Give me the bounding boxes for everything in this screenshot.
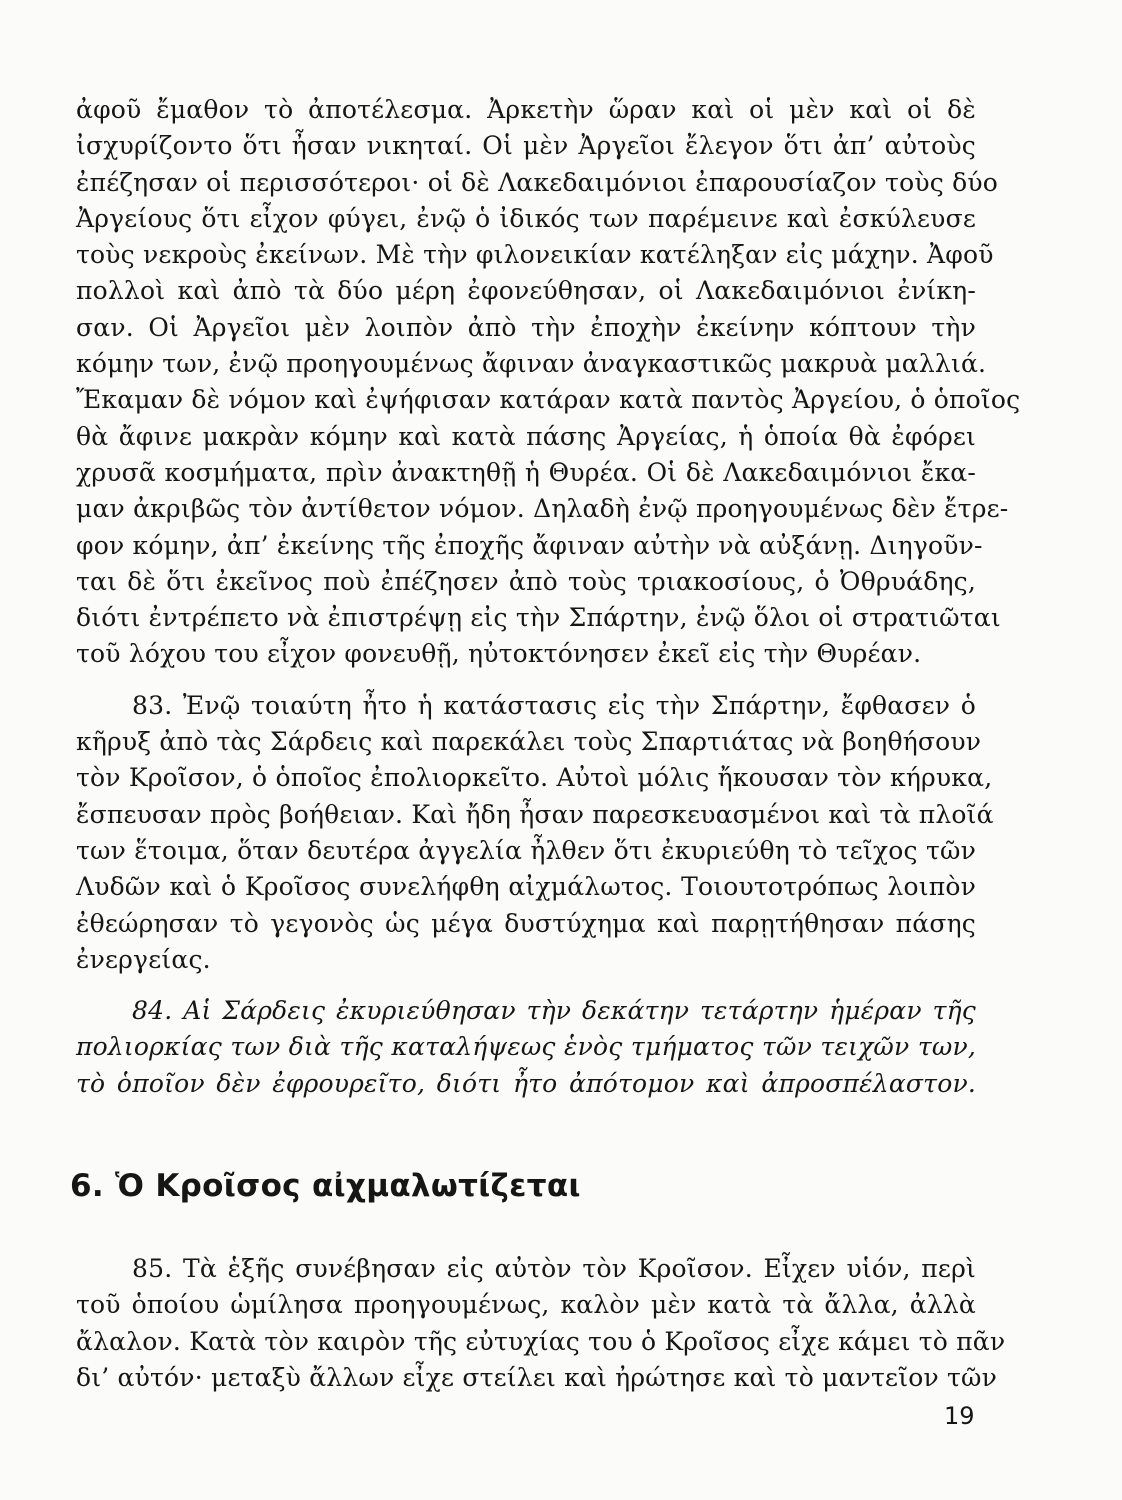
text-line: ται δὲ ὅτι ἐκεῖνος ποὺ ἐπέζησεν ἀπὸ τοὺς τριακοσίους, ὁ Ὀθρυάδης, <box>76 566 976 596</box>
text-line: μαν ἀκριβῶς τὸν ἀντίθετον νόμον. Δηλαδὴ ἐνῷ προηγουμένως δὲν ἔτρε- <box>76 494 1009 524</box>
text-line: ἔσπευσαν πρὸς βοήθειαν. Καὶ ἤδη ἦσαν παρεσκευασμένοι καὶ τὰ πλοῖά <box>76 799 994 829</box>
text-line: ἰσχυρίζοντο ὅτι ἦσαν νικηταί. Οἱ μὲν Ἀργεῖοι ἔλεγον ὅτι ἀπ’ αὐτοὺς <box>76 131 976 161</box>
text-line: τὸ ὁποῖον δὲν ἐφρουρεῖτο, διότι ἦτο ἀπότομον καὶ ἀπροσπέλαστον. <box>76 1068 976 1098</box>
text-line: Ἔκαμαν δὲ νόμον καὶ ἐψήφισαν κατάραν κατὰ παντὸς Ἀργείου, ὁ ὁποῖος <box>76 385 1021 415</box>
text-line: 85. Τὰ ἑξῆς συνέβησαν εἰς αὐτὸν τὸν Κροῖσον. Εἶχεν υἱόν, περὶ <box>132 1254 976 1284</box>
text-line: δι’ αὐτόν· μεταξὺ ἄλλων εἶχε στείλει καὶ ἠρώτησε καὶ τὸ μαντεῖον τῶν <box>76 1362 998 1392</box>
text-line: θὰ ἄφινε μακρὰν κόμην καὶ κατὰ πάσης Ἀργείας, ἡ ὁποία θὰ ἐφόρει <box>76 421 976 451</box>
text-line: κόμην των, ἐνῷ προηγουμένως ἄφιναν ἀναγκαστικῶς μακρυὰ μαλλιά. <box>76 349 987 379</box>
text-line: ἐθεώρησαν τὸ γεγονὸς ὡς μέγα δυστύχημα καὶ παρῃτήθησαν πάσης <box>76 908 976 938</box>
text-line: τοῦ ὁποίου ὡμίλησα προηγουμένως, καλὸν μὲν κατὰ τὰ ἄλλα, ἀλλὰ <box>76 1290 976 1320</box>
text-line: ἄλαλον. Κατὰ τὸν καιρὸν τῆς εὐτυχίας του ὁ Κροῖσος εἶχε κάμει τὸ πᾶν <box>76 1326 1006 1356</box>
text-line: φον κόμην, ἀπ’ ἐκείνης τῆς ἐποχῆς ἄφιναν αὐτὴν νὰ αὐξάνῃ. Διηγοῦν- <box>76 530 983 560</box>
text-line: των ἕτοιμα, ὅταν δευτέρα ἀγγελία ἦλθεν ὅτι ἐκυριεύθη τὸ τεῖχος τῶν <box>76 835 976 865</box>
text-line: πολιορκίας των διὰ τῆς καταλήψεως ἑνὸς τμήματος τῶν τειχῶν των, <box>76 1032 976 1062</box>
paragraph-84 <box>76 993 976 1102</box>
paragraph-83 <box>76 688 994 978</box>
paragraph-85 <box>76 1251 1006 1396</box>
text-line: τοὺς νεκροὺς ἐκείνων. Μὲ τὴν φιλονεικίαν κατέληξαν εἰς μάχην. Ἀφοῦ <box>76 240 994 270</box>
text-line: τοῦ λόχου του εἶχον φονευθῇ, ηὐτοκτόνησεν ἐκεῖ εἰς τὴν Θυρέαν. <box>76 639 922 669</box>
page-number: 19 <box>944 1402 975 1430</box>
section-spacer <box>76 1206 976 1251</box>
text-line: διότι ἐντρέπετο νὰ ἐπιστρέψῃ εἰς τὴν Σπάρτην, ἐνῷ ὅλοι οἱ στρατιῶται <box>76 603 1001 633</box>
paragraph-spacer <box>76 978 976 993</box>
section-spacer <box>76 1102 976 1166</box>
text-line: τὸν Κροῖσον, ὁ ὁποῖος ἐπολιορκεῖτο. Αὐτοὶ μόλις ἤκουσαν τὸν κήρυκα, <box>76 763 993 793</box>
paragraph-spacer <box>76 673 976 688</box>
text-line: πολλοὶ καὶ ἀπὸ τὰ δύο μέρη ἐφονεύθησαν, οἱ Λακεδαιμόνιοι ἐνίκη- <box>76 276 976 306</box>
text-line: 84. Αἱ Σάρδεις ἐκυριεύθησαν τὴν δεκάτην τετάρτην ἡμέραν τῆς <box>132 996 976 1026</box>
text-line: Ἀργείους ὅτι εἶχον φύγει, ἐνῷ ὁ ἰδικός των παρέμεινε καὶ ἐσκύλευσε <box>76 203 976 233</box>
text-line: χρυσᾶ κοσμήματα, πρὶν ἀνακτηθῇ ἡ Θυρέα. Οἱ δὲ Λακεδαιμόνιοι ἔκα- <box>76 457 976 487</box>
text-line: 83. Ἐνῷ τοιαύτη ἦτο ἡ κατάστασις εἰς τὴν Σπάρτην, ἔφθασεν ὁ <box>132 690 976 720</box>
paragraph-continued <box>76 92 1021 673</box>
section-heading: 6. Ὁ Κροῖσος αἰχμαλωτίζεται <box>70 1168 581 1205</box>
text-line: ἀφοῦ ἔμαθον τὸ ἀποτέλεσμα. Ἀρκετὴν ὥραν καὶ οἱ μὲν καὶ οἱ δὲ <box>76 95 976 124</box>
text-line: Λυδῶν καὶ ὁ Κροῖσος συνελήφθη αἰχμάλωτος. Τοιουτοτρόπως λοιπὸν <box>76 872 976 902</box>
text-line: σαν. Οἱ Ἀργεῖοι μὲν λοιπὸν ἀπὸ τὴν ἐποχὴν ἐκείνην κόπτουν τὴν <box>76 312 976 342</box>
book-page <box>70 92 1021 1396</box>
text-line: ἐνεργείας. <box>76 944 211 974</box>
text-line: κῆρυξ ἀπὸ τὰς Σάρδεις καὶ παρεκάλει τοὺς Σπαρτιάτας νὰ βοηθήσουν <box>76 727 982 757</box>
text-line: ἐπέζησαν οἱ περισσότεροι· οἱ δὲ Λακεδαιμόνιοι ἐπαρουσίαζον τοὺς δύο <box>76 167 998 197</box>
